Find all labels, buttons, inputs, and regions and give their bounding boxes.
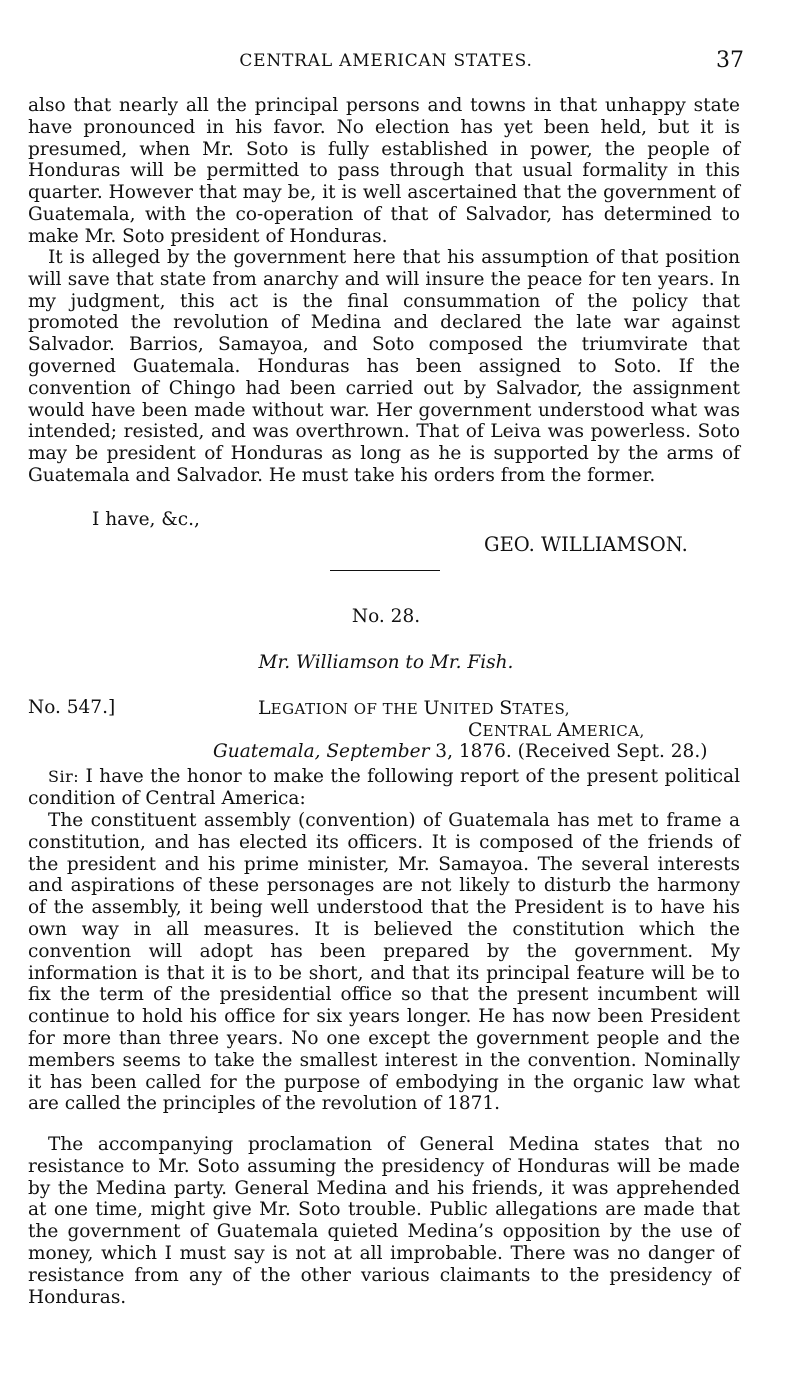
body-paragraph-1: also that nearly all the principal persons and towns in that unhappy state have pronounced in his favor. No election has yet been held, but it is presumed, when Mr. Soto is fully established in power, the people of Honduras will be permitted to pass through that usual formality in this quarter. However that may be, it is well ascertained that the government of Guatemala, with the co-operation of that of Salvador, has determined to make Mr. Soto president of Honduras.: [28, 95, 740, 247]
legation-small-caps: MERICA,: [570, 722, 645, 740]
body-paragraph-2: It is alleged by the government here that his assumption of that position will save that state from anarchy and will insure the peace for ten years. In my judgment, this act is the final consummation of the policy that promoted the revolution of Medina and declared the late war against Salvador. Barrios, Samayoa, and Soto composed the triumvirate that governed Guatemala. Honduras has been assigned to Soto. If the convention of Chingo had been carried out by Salvador, the assignment would have been made without war. Her government understood what was intended; resisted, and was overthrown. That of Leiva was powerless. Soto may be president of Honduras as long as he is supported by the arms of Guatemala and Salvador. He must take his orders from the former.: [28, 247, 740, 486]
legation-line-2: [468, 719, 645, 741]
legation-line-1: [258, 697, 570, 719]
running-title: CENTRAL AMERICAN STATES.: [239, 51, 533, 71]
letter-paragraph-1-text: I have the honor to make the following report of the present political condition of Central America:: [28, 766, 740, 809]
letter-paragraph-2: The constituent assembly (convention) of Guatemala has met to frame a constitution, and has elected its officers. It is composed of the friends of the president and his prime minister, Mr. Samayoa. The several interests and aspirations of these personages are not likely to disturb the harmony of the assembly, it being well understood that the President is to have his own way in all measures. It is believed the constitution which the convention will adopt has been prepared by the government. My information is that it is to be short, and that its principal feature will be to fix the term of the presidential office so that the present incumbent will continue to hold his office for six years longer. He has now been President for more than three years. No one except the government people and the members seems to take the smallest interest in the convention. Nominally it has been called for the purpose of embodying in the organic law what are called the principles of the revolution of 1871.: [28, 810, 740, 1115]
reference-number: No. 547.]: [28, 697, 116, 718]
legation-small-caps: ENTRAL: [482, 722, 557, 740]
legation-cap: C: [468, 719, 483, 741]
letter-heading: Mr. Williamson to Mr. Fish.: [258, 652, 514, 673]
dateline: [213, 741, 707, 762]
legation-cap: U: [423, 697, 440, 719]
letter-paragraph-3: The accompanying proclamation of General Medina states that no resistance to Mr. Soto assuming the presidency of Honduras will be made by the Medina party. General Medina and his friends, it was apprehended at one time, might give Mr. Soto trouble. Public allegations are made that the government of Guatemala quieted Medina’s opposition by the use of money, which I must say is not at all improbable. There was no danger of resistance from any of the other various claimants to the presidency of Honduras.: [28, 1134, 740, 1308]
legation-small-caps: NITED: [439, 700, 500, 718]
section-divider: [330, 570, 440, 571]
legation-cap: L: [258, 697, 271, 719]
running-head: [28, 48, 744, 76]
closing-line: I have, &c.,: [92, 509, 200, 530]
salutation: Sir:: [48, 767, 80, 786]
legation-cap: A: [556, 719, 571, 741]
legation-small-caps: TATES,: [512, 700, 570, 718]
legation-cap: S: [499, 697, 513, 719]
page-number: 37: [716, 48, 744, 73]
legation-small-caps: EGATION OF THE: [270, 700, 424, 718]
date-and-received: 3, 1876. (Received Sept. 28.): [429, 741, 708, 762]
place-and-month: Guatemala, September: [213, 741, 430, 762]
letter-paragraph-1: [28, 766, 740, 810]
letter-number: No. 28.: [351, 606, 421, 627]
signature: GEO. WILLIAMSON.: [484, 533, 688, 556]
